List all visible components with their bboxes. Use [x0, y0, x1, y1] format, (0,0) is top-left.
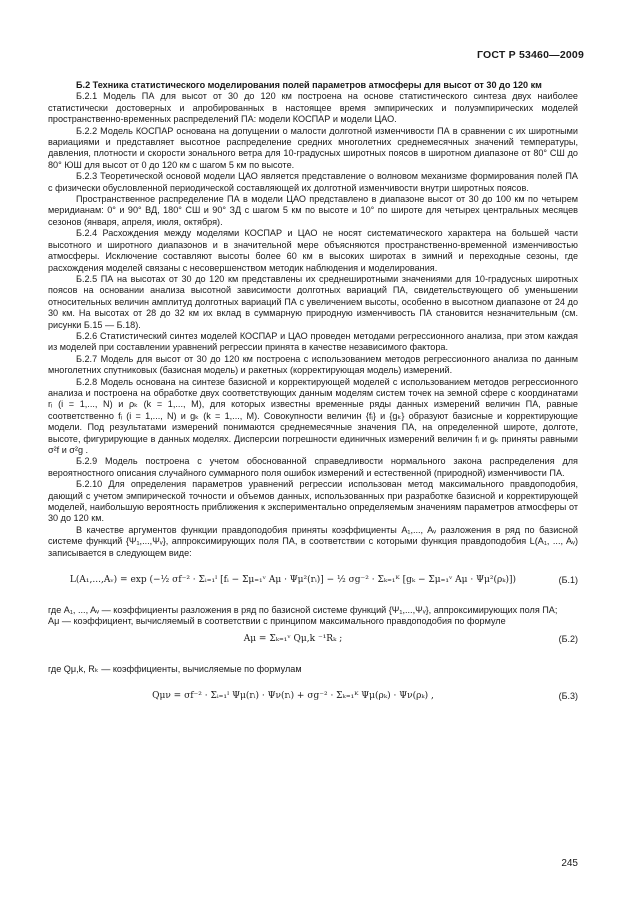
- standard-header: ГОСТ Р 53460—2009: [476, 49, 584, 61]
- formula-expression: L(A₁,...,Aᵥ) = exp (−½ σf⁻² · Σᵢ₌₁ᴵ [fᵢ − Σμ₌₁ᵛ Aμ · Ψμ²(rᵢ)] − ½ σg⁻² · Σₖ₌₁ᴷ [gₖ − Σμ₌₁ᵛ Aμ · Ψμ²(ρₖ)]): [69, 575, 517, 586]
- paragraph: Б.2.5 ПА на высотах от 30 до 120 км представлены их среднеширотными значениями для 10-градусных широтных поясов на основании анализа высотной зависимости долготных вариаций ПА, свидетельствующего об уменьшении относительных величин амплитуд долготных вариаций ПА с увеличением высоты, особенно в высотном диапазоне от 24 до 30 км. На высотах от 28 до 32 км их вклад в суммарную природную изменчивость ПА становится незначительным (см. рисунки Б.15 — Б.18).: [48, 273, 578, 330]
- paragraph: Б.2.4 Расхождения между моделями КОСПАР и ЦАО не носят систематического характера на большей части высотного и широтного диапазонов и в значительной мере объясняются пространственно-временной изменчивостью атмосферы. Исключение составляют высоты более 60 км в высоких широтах в зимний и переходные сезоны, где расхождения моделей связаны с несовершенством методик наблюдения и моделирования.: [48, 228, 578, 273]
- paragraph: Пространственное распределение ПА в модели ЦАО представлено в диапазоне высот от 30 до 100 км по четырем меридианам: 0° и 90° ВД, 180° СШ и 90° ЗД с шагом 5 км по высоте и 10° по широте для четырех центральных месяцев сезонов (января, апреля, июля, октября).: [48, 194, 578, 227]
- where-clause: где A₁, ..., Aᵥ — коэффициенты разложения в ряд по базисной системе функций {Ψ₁,...,Ψᵥ}, аппроксимирующих поля ПА;: [48, 605, 558, 616]
- formula-b3: [48, 685, 578, 711]
- formula-expression: Aμ = Σₖ₌₁ᵛ Qμ,k ⁻¹Rₖ ;: [243, 633, 343, 644]
- formula-number: (Б.2): [558, 633, 578, 644]
- formula-number: (Б.3): [558, 691, 578, 702]
- formula-b1: [48, 569, 578, 595]
- paragraph: Б.2.9 Модель построена с учетом обоснованной справедливости нормального закона распределения для вероятностного описания случайного суммарного поля ошибок измерений и естественной (природной) изменчивости ПА.: [48, 456, 578, 478]
- paragraph: Б.2.10 Для определения параметров уравнений регрессии использован метод максимального правдоподобия, дающий с учетом эмпирической точности и объемов данных, использованных при разработке базисной и корректирующей моделей, наибольшую вероятность приближения к экспериментально определяемым значениям параметров атмосферы от 30 до 120 км.: [48, 479, 578, 524]
- paragraph: Б.2.1 Модель ПА для высот от 30 до 120 км построена на основе статистического синтеза двух наиболее статистически достоверных и апробированных в настоящее время эмпирических и полуэмпирических моделей пространственно-временных распределений ПА: модели КОСПАР и модели ЦАО.: [48, 91, 578, 125]
- formula-b2: [48, 628, 578, 654]
- paragraph: Б.2.8 Модель основана на синтезе базисной и корректирующей моделей с использованием методов регрессионного анализа и построена на обработке двух соответствующих данным моделям систем точек на земной сфере с координатами rᵢ (i = 1,..., N) и ρₖ (k = 1,..., M), для которых известны временные ряды данных измерений величин ПА, равные соответственно fᵢ (i = 1,..., N) и gₖ (k = 1,..., M). Совокупности величин {fᵢ} и {gₖ} образуют базисные и корректирующие модели. Под результатами измерений понимаются среднемесячные значения ПА, на определенной широте, долготе, высоте, фигурирующие в данных моделях. Дисперсии погрешности единичных измерений величин fᵢ и gₖ приняты равными σ²f и σ²g .: [48, 376, 578, 455]
- where-clause: где Qμ,k, Rₖ — коэффициенты, вычисляемые по формулам: [48, 663, 302, 674]
- where-clause: Aμ — коэффициент, вычисляемый в соответствии с принципом максимального правдоподобия по формуле: [48, 616, 506, 627]
- paragraph: Б.2.3 Теоретической основой модели ЦАО является представление о волновом механизме формирования полей ПА с физически обусловленной периодической составляющей их долготной изменчивости внутри широтных поясов.: [48, 171, 578, 193]
- document-body: [48, 80, 578, 711]
- paragraph: В качестве аргументов функции правдоподобия приняты коэффициенты A₁,..., Aᵥ разложения в ряд по базисной системе функций {Ψ₁,...,Ψᵥ}, аппроксимирующих поля ПА, в соответствии с которыми функция правдоподобия L(A₁, ..., Aᵥ) записывается в следующем виде:: [48, 524, 578, 558]
- formula-number: (Б.1): [558, 575, 578, 586]
- page-number: 245: [561, 858, 578, 869]
- paragraph: Б.2.2 Модель КОСПАР основана на допущении о малости долготной изменчивости ПА в сравнении с их широтными вариациями и представляет высотное распределение средних многолетних среднемесячных значений температуры, давления, плотности и скорости зонального ветра для 10-градусных широтных поясов в широтном диапазоне от 80° СШ до 80° ЮШ для высот от 0 до 120 км с шагом 5 км по высоте.: [48, 125, 578, 170]
- paragraph: Б.2.6 Статистический синтез моделей КОСПАР и ЦАО проведен методами регрессионного анализа, при этом каждая из моделей при составлении уравнений регрессии принята в качестве независимого фактора.: [48, 330, 578, 353]
- formula-expression: Qμν = σf⁻² · Σᵢ₌₁ᴵ Ψμ(rᵢ) · Ψν(rᵢ) + σg⁻² · Σₖ₌₁ᴷ Ψμ(ρₖ) · Ψν(ρₖ) ,: [152, 691, 434, 702]
- paragraph: Б.2.7 Модель для высот от 30 до 120 км построена с использованием методов регрессионного анализа по данным многолетних спутниковых (базисная модель) и ракетных (корректирующая модель) измерений.: [48, 353, 578, 376]
- section-title: Б.2 Техника статистического моделирования полей параметров атмосферы для высот от 30 до 120 км: [76, 80, 542, 90]
